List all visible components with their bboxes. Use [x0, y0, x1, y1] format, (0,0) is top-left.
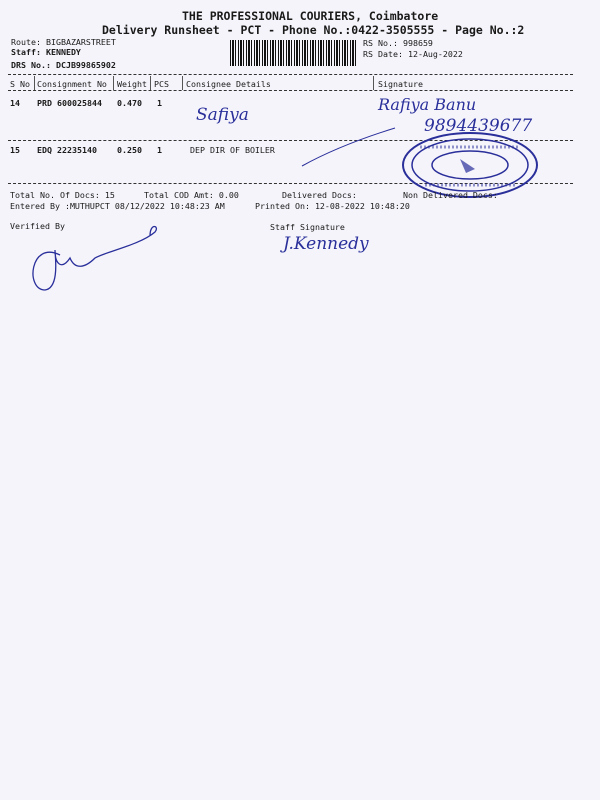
drs-number: DRS No.: DCJB99865902 [11, 60, 116, 70]
table-row-weight: 0.250 [117, 145, 142, 155]
col-header-weight: Weight [117, 79, 147, 89]
company-title: THE PROFESSIONAL COURIERS, Coimbatore [182, 9, 439, 23]
table-row-pcs: 1 [157, 145, 162, 155]
table-row-consignment: PRD 600025844 [37, 98, 102, 108]
printed-on: Printed On: 12-08-2022 10:48:20 [255, 201, 410, 211]
rs-date: RS Date: 12-Aug-2022 [363, 49, 463, 59]
total-docs: Total No. Of Docs: 15 [10, 190, 115, 200]
staff-signature-handwriting: J.Kennedy [283, 234, 369, 254]
table-row-consignee-details: DEP DIR OF BOILER [190, 145, 275, 155]
col-header-consignment: Consignment No [37, 79, 107, 89]
table-row-sno: 14 [10, 98, 20, 108]
verified-by-label: Verified By [10, 221, 65, 231]
table-row-sno: 15 [10, 145, 20, 155]
col-header-signature: Signature [378, 79, 423, 89]
verified-signature [33, 227, 156, 291]
signature-name: Rafiya Banu [378, 95, 477, 114]
entered-by: Entered By :MUTHUPCT 08/12/2022 10:48:23 AM [10, 201, 225, 211]
staff: Staff: KENNEDY [11, 47, 81, 57]
handwriting-layer [0, 0, 600, 300]
consignee-handwriting: Safiya [196, 105, 249, 125]
table-row-pcs: 1 [157, 98, 162, 108]
table-row-consignment: EDQ 22235140 [37, 145, 97, 155]
signature-phone: 9894439677 [424, 116, 533, 136]
delivered-docs: Delivered Docs: [282, 190, 357, 200]
non-delivered-docs: Non Delivered Docs: [403, 190, 498, 200]
runsheet-subtitle: Delivery Runsheet - PCT - Phone No.:0422-3505555 - Page No.:2 [102, 23, 525, 37]
col-header-sno: S No [10, 79, 30, 89]
total-cod: Total COD Amt: 0.00 [144, 190, 239, 200]
signature-stroke [302, 128, 395, 166]
staff-signature-label: Staff Signature [270, 222, 345, 232]
delivery-stamp [403, 133, 537, 197]
table-row-weight: 0.470 [117, 98, 142, 108]
rs-number: RS No.: 998659 [363, 38, 433, 48]
col-header-consignee: Consignee Details [186, 79, 271, 89]
col-header-pcs: PCS [154, 79, 169, 89]
route: Route: BIGBAZARSTREET [11, 37, 116, 47]
